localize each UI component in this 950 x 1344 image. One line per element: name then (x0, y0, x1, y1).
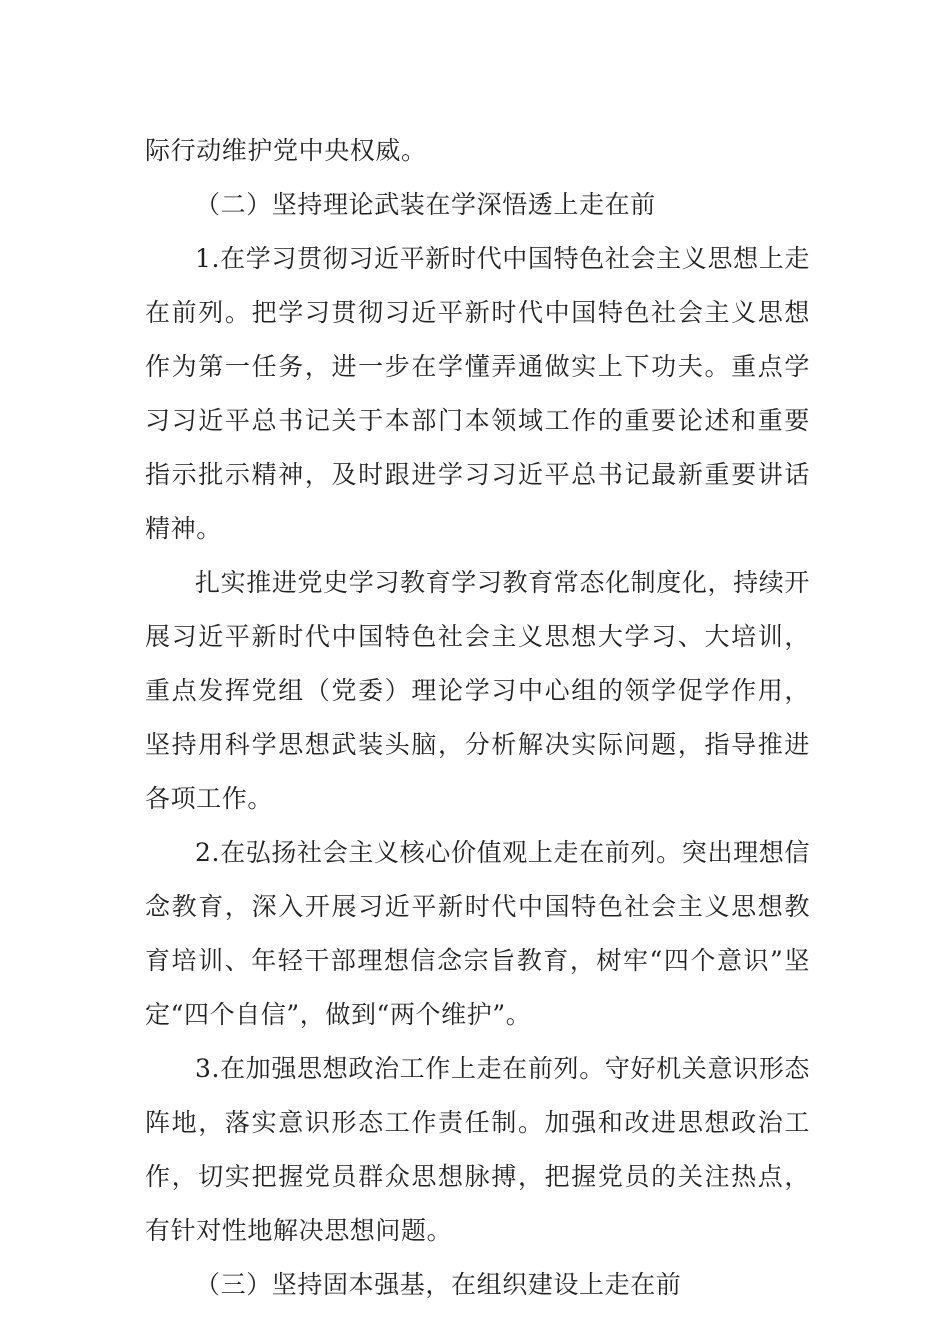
paragraph-item-3: 3.在加强思想政治工作上走在前列。守好机关意识形态阵地，落实意识形态工作责任制。加强和改进思想政治工作，切实把握党员群众思想脉搏，把握党员的关注热点，有针对性地解决思想问题。 (145, 1054, 810, 1245)
document-body (145, 124, 810, 1312)
paragraph-item-2: 2.在弘扬社会主义核心价值观上走在前列。突出理想信念教育，深入开展习近平新时代中国特色社会主义思想教育培训、年轻干部理想信念宗旨教育，树牢“四个意识”坚定“四个自信”，做到“两个维护”。 (145, 838, 810, 1029)
paragraph-party-history: 扎实推进党史学习教育学习教育常态化制度化，持续开展习近平新时代中国特色社会主义思想大学习、大培训，重点发挥党组（党委）理论学习中心组的领学促学作用，坚持用科学思想武装头脑，分析解决实际问题，指导推进各项工作。 (145, 568, 810, 813)
paragraph-continuation: 际行动维护党中央权威。 (145, 136, 427, 165)
section-heading-3: （三）坚持固本强基，在组织建设上走在前 (195, 1270, 682, 1299)
paragraph-item-1: 1.在学习贯彻习近平新时代中国特色社会主义思想上走在前列。把学习贯彻习近平新时代中国特色社会主义思想作为第一任务，进一步在学懂弄通做实上下功夫。重点学习习近平总书记关于本部门本领域工作的重要论述和重要指示批示精神，及时跟进学习习近平总书记最新重要讲话精神。 (145, 244, 810, 543)
section-heading-2: （二）坚持理论武装在学深悟透上走在前 (195, 190, 656, 219)
